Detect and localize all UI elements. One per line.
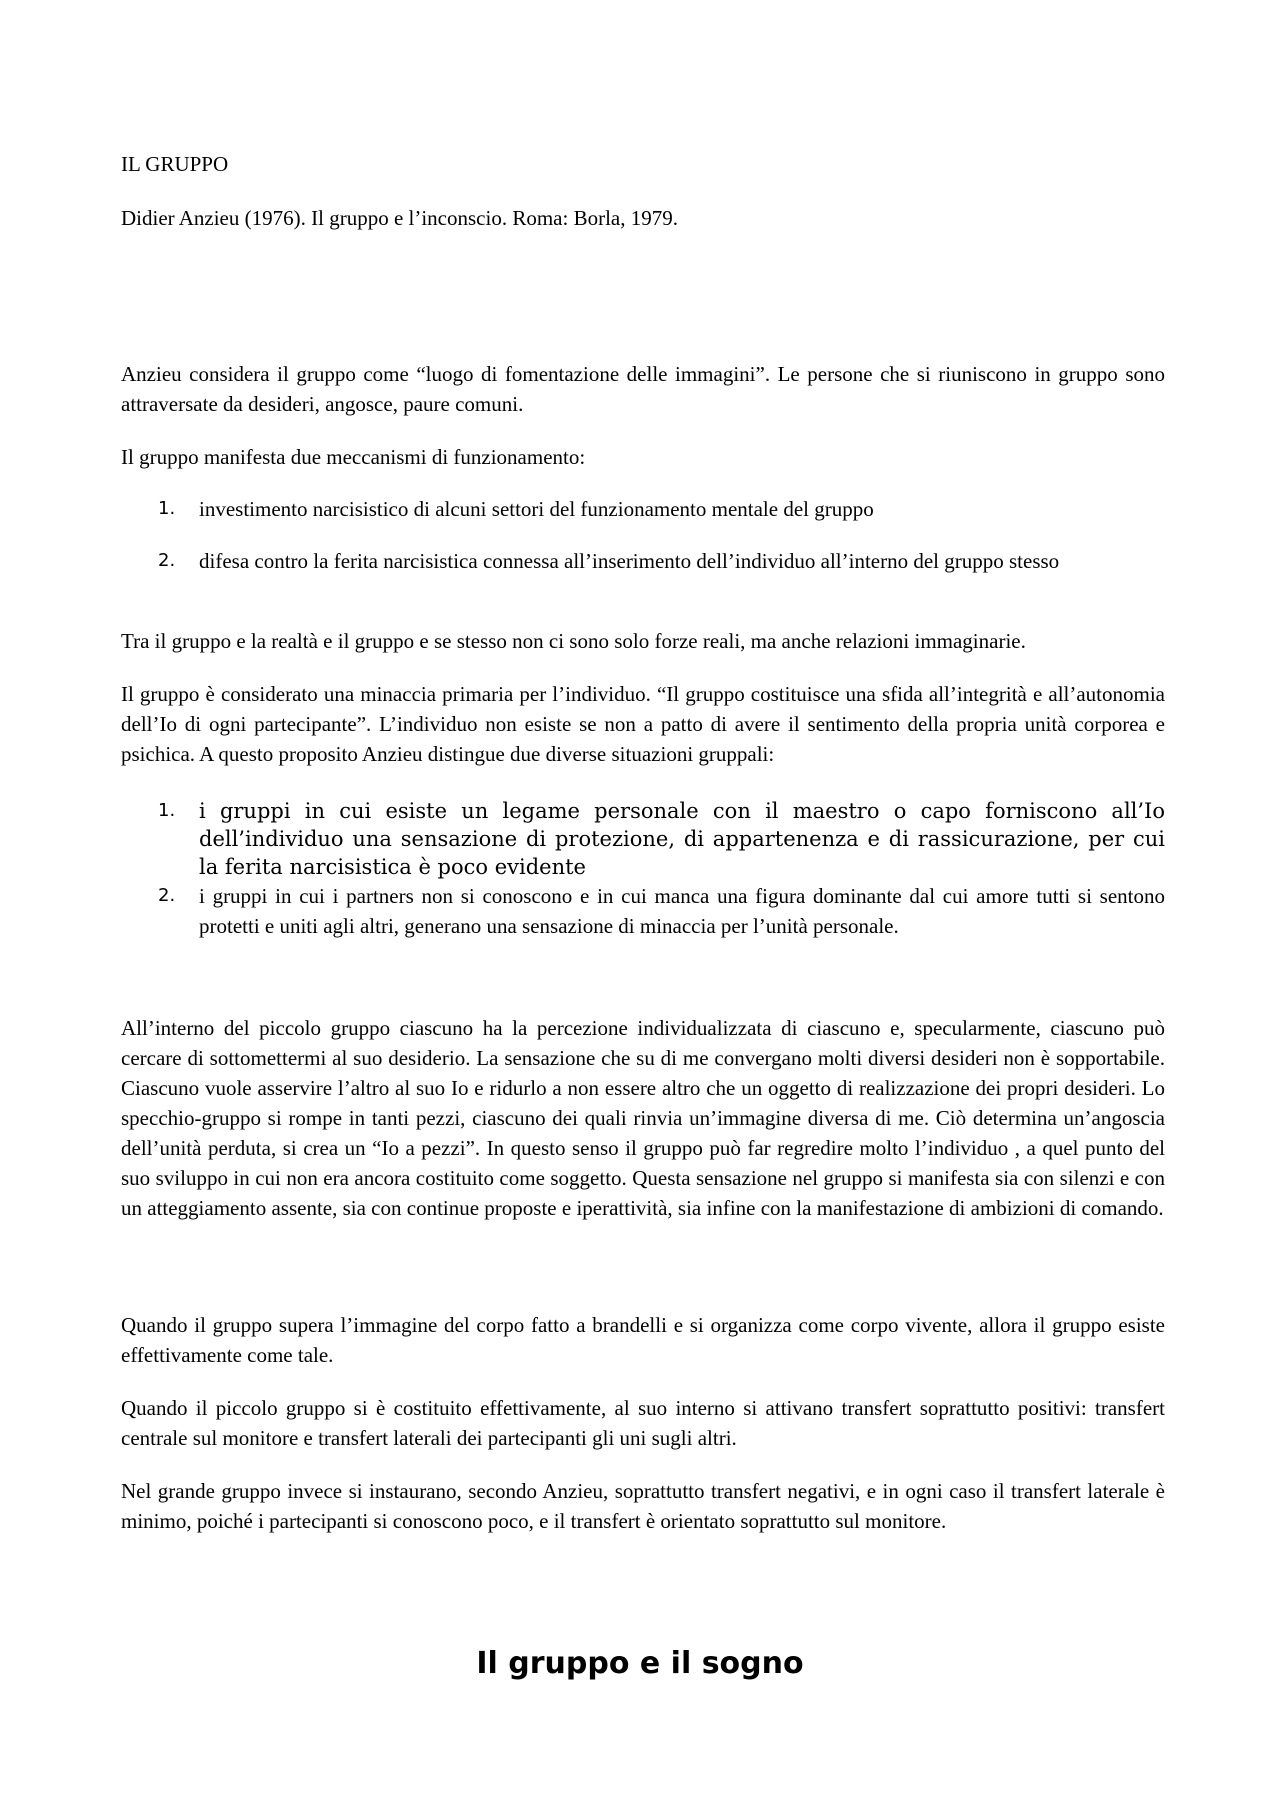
paragraph-intro: Anzieu considera il gruppo come “luogo di fomentazione delle immagini”. Le persone che si riuniscono in gruppo sono attraversate da desideri, angosce, paure comuni. [121, 362, 1165, 416]
section-heading: Il gruppo e il sogno [476, 1646, 804, 1681]
paragraph-large-group: Nel grande gruppo invece si instaurano, secondo Anzieu, soprattutto transfert negativi, e in ogni caso il transfert laterale è minimo, poiché i partecipanti si conoscono poco, e il transfert è orientato soprattutto sul monitore. [121, 1479, 1165, 1533]
list-item-text: difesa contro la ferita narcisistica connessa all’inserimento dell’individuo all’interno del gruppo stesso [199, 549, 1060, 573]
list-number: 2. [158, 550, 176, 571]
list-number: 2. [158, 885, 176, 906]
list-item [121, 797, 1165, 881]
paragraph-threat: Il gruppo è considerato una minaccia primaria per l’individuo. “Il gruppo costituisce una sfida all’integrità e all’autonomia dell’Io di ogni partecipante”. L’individuo non esiste se non a patto di avere il sentimento della propria unità corporea e psichica. A questo proposito Anzieu distingue due diverse situazioni gruppali: [121, 682, 1165, 766]
paragraph-mechanisms: Il gruppo manifesta due meccanismi di funzionamento: [121, 445, 586, 469]
list-item-text: i gruppi in cui esiste un legame personale con il maestro o capo forniscono all’Io dell’individuo una sensazione di protezione, di appartenenza e di rassicurazione, per cui la ferita narcisistica è poco evidente [199, 799, 1165, 879]
citation: Didier Anzieu (1976). Il gruppo e l’inconscio. Roma: Borla, 1979. [121, 206, 678, 230]
mechanisms-list [121, 494, 1165, 576]
list-item [121, 494, 1165, 524]
paragraph-small-group: All’interno del piccolo gruppo ciascuno ha la percezione individualizzata di ciascuno e, specularmente, ciascuno può cercare di sottomettermi al suo desiderio. La sensazione che su di me convergano molti diversi desideri non è sopportabile. Ciascuno vuole asservire l’altro al suo Io e ridurlo a non essere altro che un oggetto di realizzazione dei propri desideri. Lo specchio-gruppo si rompe in tanti pezzi, ciascuno dei quali rinvia un’immagine diversa di me. Ciò determina un’angoscia dell’unità perduta, si crea un “Io a pezzi”. In questo senso il gruppo può far regredire molto l’individuo , a quel punto del suo sviluppo in cui non era ancora costituito come soggetto. Questa sensazione nel gruppo si manifesta sia con silenzi e con un atteggiamento assente, sia con continue proposte e iperattività, sia infine con la manifestazione di ambizioni di comando. [121, 1016, 1165, 1220]
paragraph-positive-transfer: Quando il piccolo gruppo si è costituito effettivamente, al suo interno si attivano transfert soprattutto positivi: transfert centrale sul monitore e transfert laterali dei partecipanti gli uni sugli altri. [121, 1396, 1165, 1450]
list-item [121, 881, 1165, 941]
list-item-text: investimento narcisistico di alcuni settori del funzionamento mentale del gruppo [199, 497, 874, 521]
list-number: 1. [158, 800, 176, 821]
paragraph-living-body: Quando il gruppo supera l’immagine del corpo fatto a brandelli e si organizza come corpo vivente, allora il gruppo esiste effettivamente come tale. [121, 1313, 1165, 1367]
document-title: IL GRUPPO [121, 152, 229, 176]
list-item [121, 546, 1165, 576]
paragraph-reality: Tra il gruppo e la realtà e il gruppo e se stesso non ci sono solo forze reali, ma anche relazioni immaginarie. [121, 629, 1026, 653]
situations-list [121, 797, 1165, 941]
list-number: 1. [158, 498, 176, 519]
list-item-text: i gruppi in cui i partners non si conoscono e in cui manca una figura dominante dal cui amore tutti si sentono protetti e uniti agli altri, generano una sensazione di minaccia per l’unità personale. [199, 884, 1165, 938]
